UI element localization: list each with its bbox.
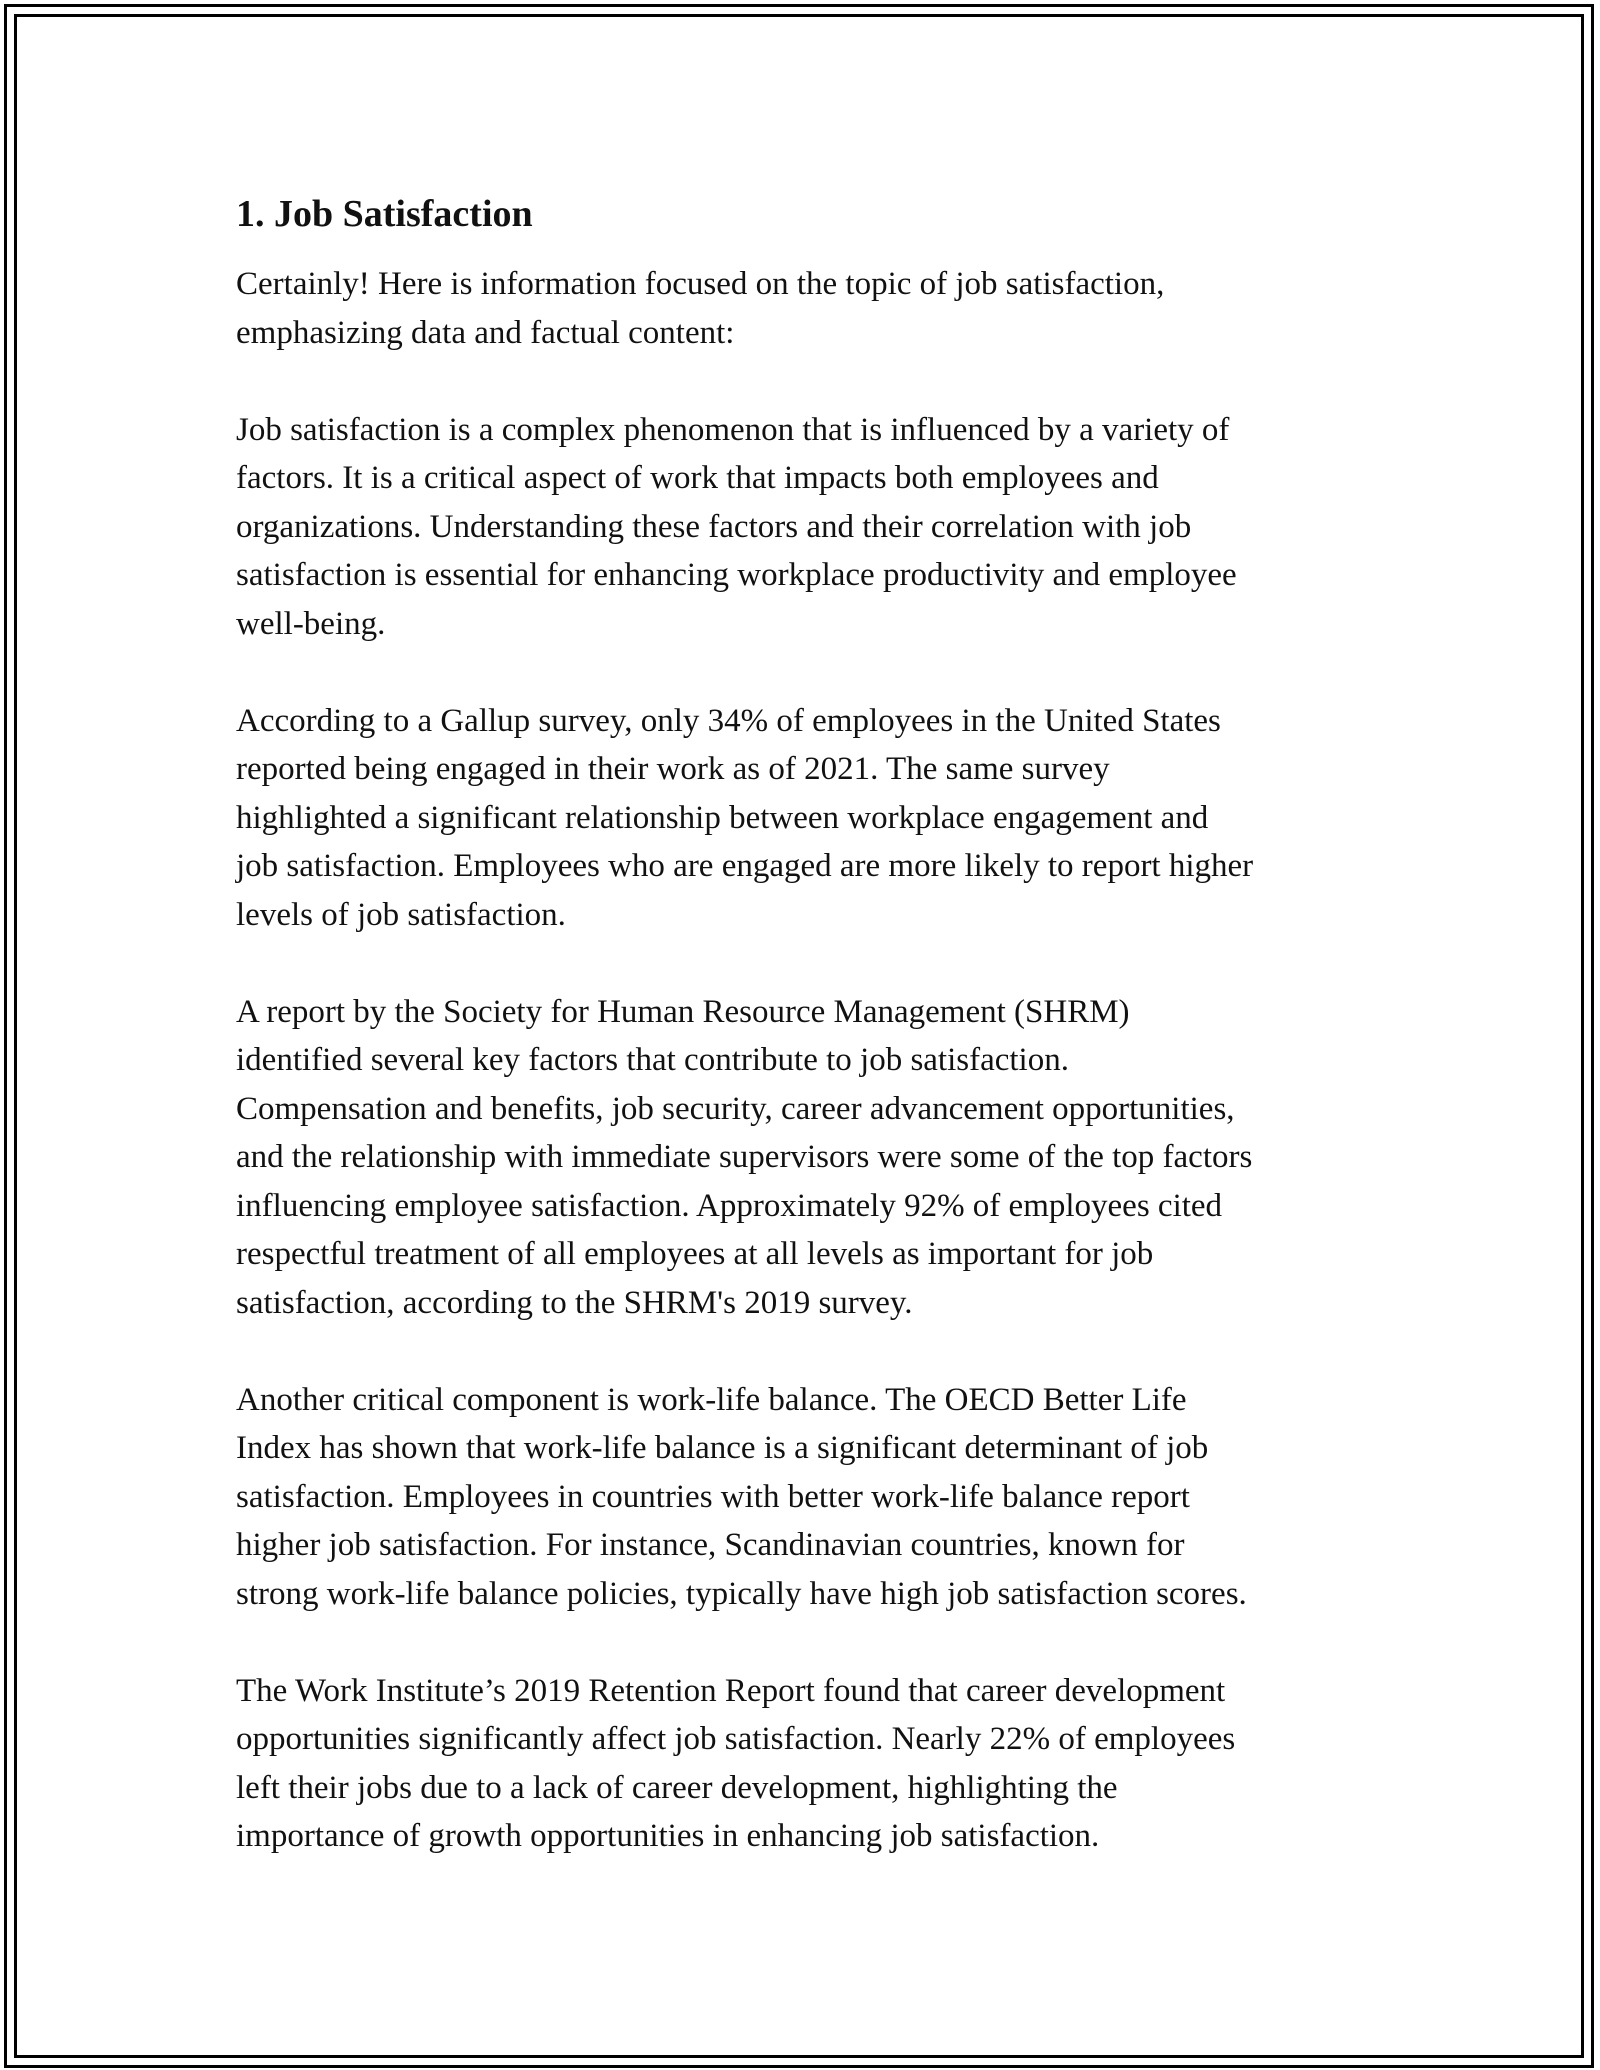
paragraph-gallup: According to a Gallup survey, only 34% of employees in the United States reported being engaged in their work as of 2021. The same survey highlighted a significant relationship between workplace engagement and job satisfaction. Employees who are engaged are more likely to report higher levels of job satisfaction. xyxy=(236,702,1254,933)
paragraph-overview: Job satisfaction is a complex phenomenon that is influenced by a variety of factors. It is a critical aspect of work that impacts both employees and organizations. Understanding these factors and their correlation with job satisfaction is essential for enhancing workplace productivity and employee well-being. xyxy=(236,411,1237,642)
paragraph-intro: Certainly! Here is information focused on the topic of job satisfaction, emphasizing data and factual content: xyxy=(236,266,1165,351)
paragraph-shrm: A report by the Society for Human Resource Management (SHRM) identified several key factors that contribute to job satisfaction. Compensation and benefits, job security, career advancement opportunities, and the relationship with immediate supervisors were some of the top factors influencing employee satisfaction. Approximately 92% of employees cited respectful treatment of all employees at all levels as important for job satisfaction, according to the SHRM's 2019 survey. xyxy=(236,993,1253,1321)
paragraph-work-life-balance: Another critical component is work-life balance. The OECD Better Life Index has shown that work-life balance is a significant determinant of job satisfaction. Employees in countries with better work-life balance report higher job satisfaction. For instance, Scandinavian countries, known for strong work-life balance policies, typically have high job satisfaction scores. xyxy=(236,1381,1247,1612)
section-heading: 1. Job Satisfaction xyxy=(236,193,533,235)
document-body xyxy=(236,190,1396,1909)
paragraph-career-development: The Work Institute’s 2019 Retention Report found that career development opportunities significantly affect job satisfaction. Nearly 22% of employees left their jobs due to a lack of career development, highlighting the importance of growth opportunities in enhancing job satisfaction. xyxy=(236,1672,1236,1854)
